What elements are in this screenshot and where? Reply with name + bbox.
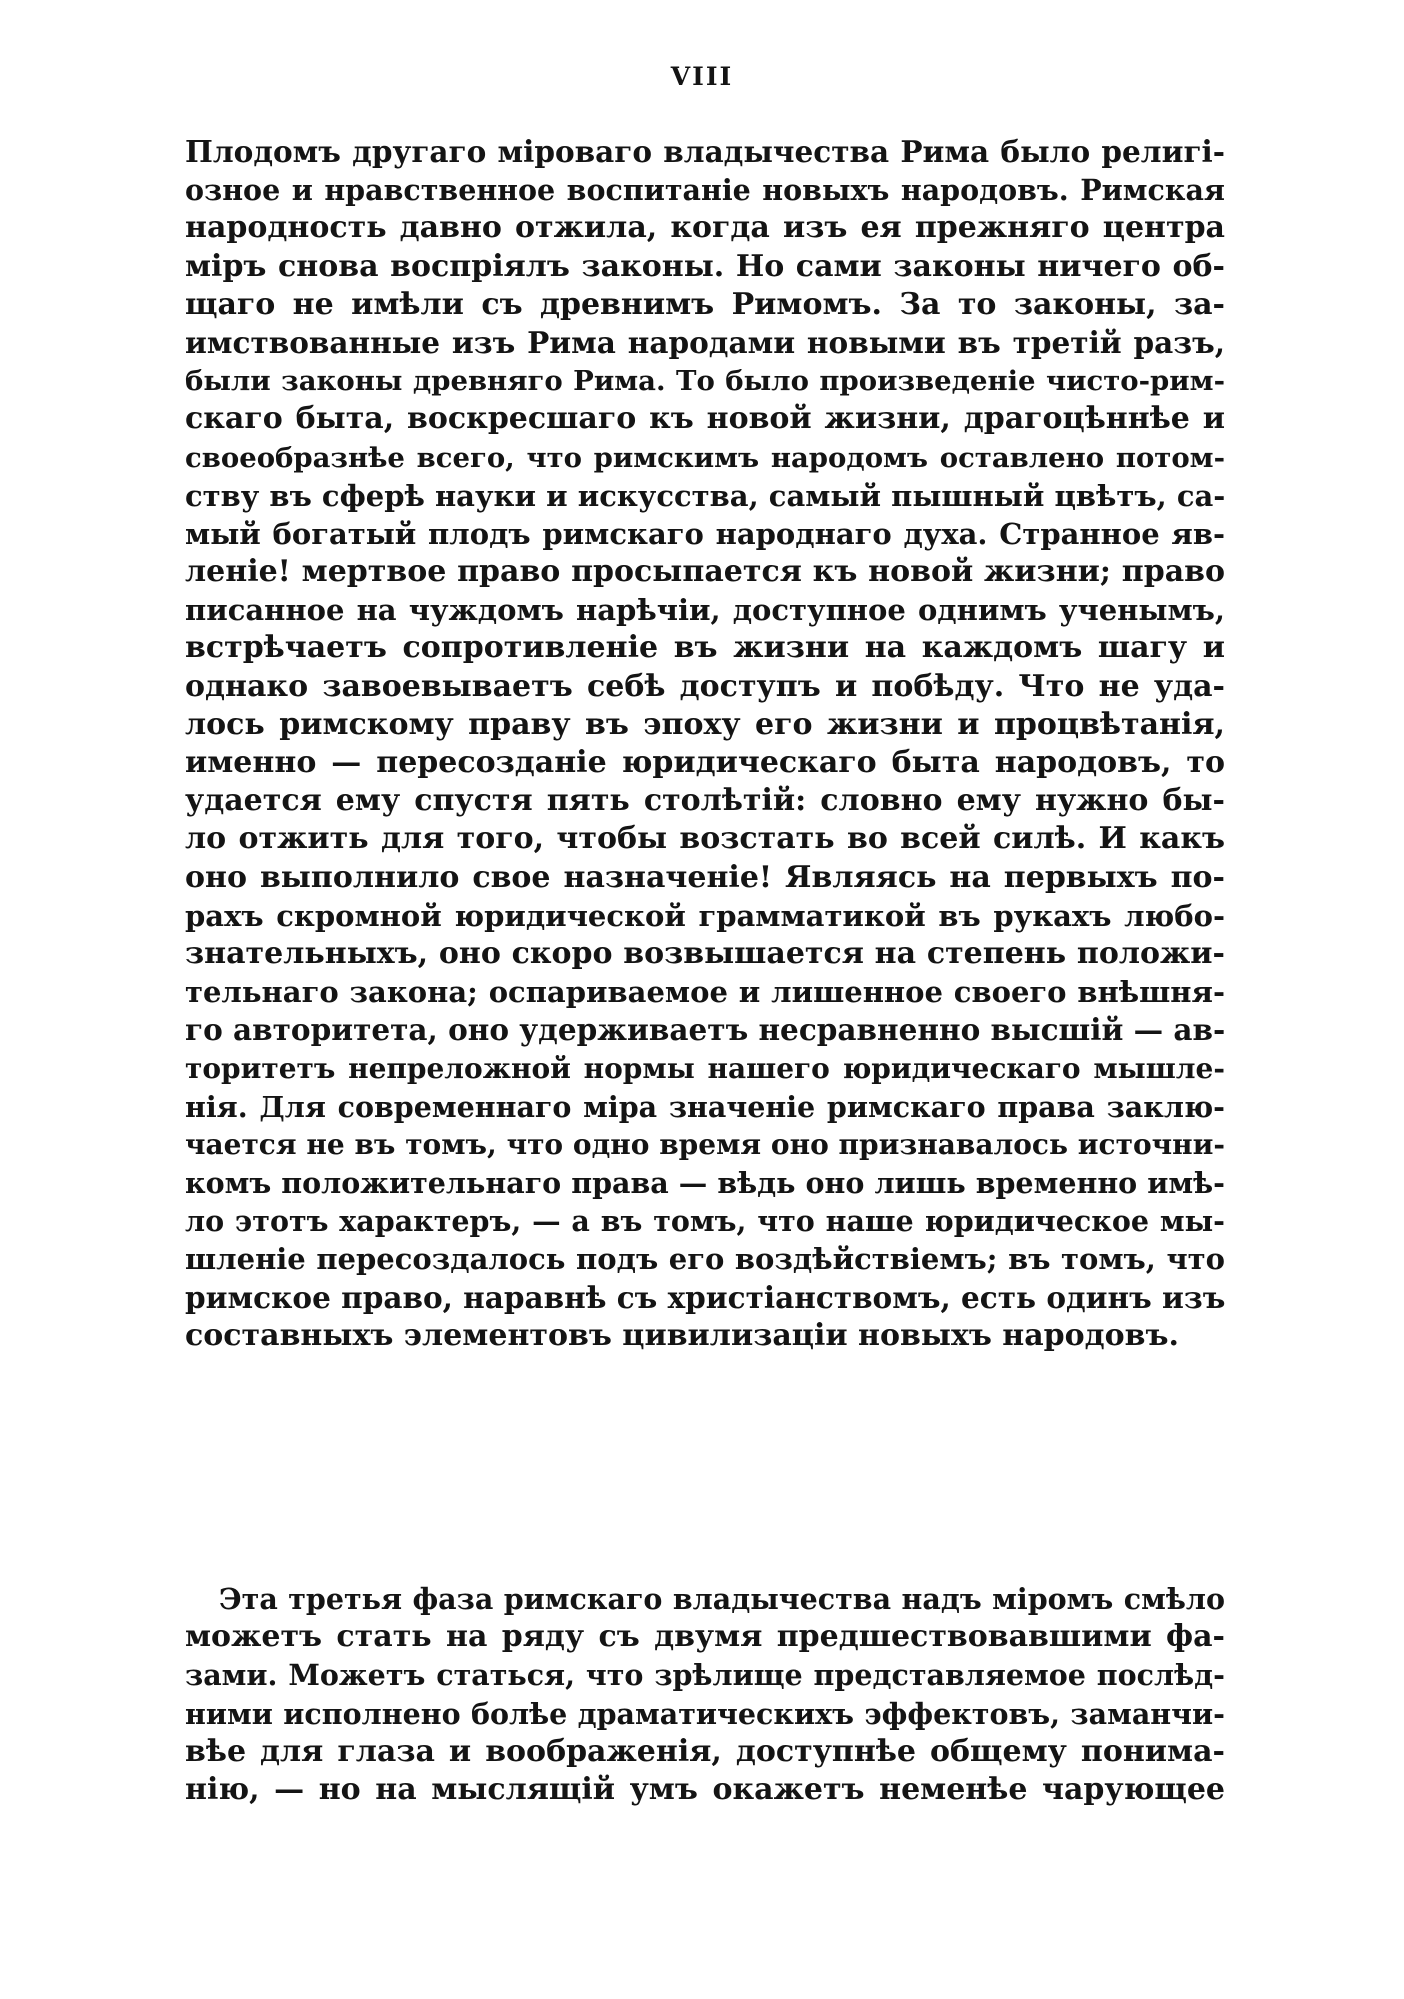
text-line: своеобразнѣе всего, что римскимъ народомъ оставлено потом-	[185, 441, 1225, 474]
text-line: удается ему спустя пять столѣтiй: словно ему нужно бы-	[185, 783, 1225, 819]
paragraph-1	[185, 133, 1225, 1355]
text-line: скаго быта, воскресшаго къ новой жизни, драгоцѣннѣе и	[185, 401, 1225, 437]
text-line: щаго не имѣли съ древнимъ Римомъ. За то законы, за-	[185, 286, 1225, 322]
text-line: писанное на чуждомъ нарѣчiи, доступное однимъ ученымъ,	[185, 593, 1225, 628]
text-line: народность давно отжила, когда изъ ея прежняго центра	[185, 210, 1225, 246]
text-line: зами. Можетъ статься, что зрѣлище представляемое послѣд-	[185, 1658, 1225, 1693]
text-line: мый богатый плодъ римскаго народнаго духа. Странное яв-	[185, 516, 1225, 551]
text-line: нiя. Для современнаго мiра значенiе римскаго права заклю-	[185, 1089, 1225, 1124]
text-line: римское право, наравнѣ съ христiанствомъ, есть одинъ изъ	[185, 1279, 1226, 1315]
page-number: VIII	[670, 62, 734, 91]
text-line: можетъ стать на ряду съ двумя предшествовавшими фа-	[185, 1619, 1225, 1655]
text-line: ло этотъ характеръ, — а въ томъ, что наше юридическое мы-	[185, 1204, 1225, 1239]
text-line: ленiе! мертвое право просыпается къ новой жизни; право	[185, 554, 1225, 590]
text-line: тельнаго закона; оспариваемое и лишенное своего внѣшня-	[185, 975, 1225, 1010]
text-line: вѣе для глаза и воображенiя, доступнѣе общему понима-	[185, 1733, 1225, 1769]
text-line: комъ положительнаго права — вѣдь оно лишь временно имѣ-	[185, 1166, 1225, 1201]
text-line: ло отжить для того, чтобы возстать во всей силѣ. И какъ	[185, 821, 1225, 857]
text-line: нiю, — но на мыслящiй умъ окажетъ неменѣе чарующее	[185, 1771, 1225, 1807]
text-line: Эта третья фаза римскаго владычества надъ мiромъ смѣло	[219, 1582, 1225, 1616]
text-line: рахъ скромной юридической грамматикой въ рукахъ любо-	[185, 898, 1225, 933]
text-line: лось римскому праву въ эпоху его жизни и процвѣтанiя,	[185, 706, 1225, 742]
text-line: Плодомъ другаго мiроваго владычества Рима было религi-	[185, 134, 1225, 169]
text-line: чается не въ томъ, что одно время оно признавалось источни-	[185, 1127, 1225, 1161]
text-line: оно выполнило свое назначенiе! Являясь на первыхъ по-	[185, 859, 1225, 895]
text-line: го авторитета, оно удерживаетъ несравненно высшiй — ав-	[185, 1012, 1226, 1048]
text-line: шленiе пересоздалось подъ его воздѣйствiемъ; въ томъ, что	[185, 1242, 1225, 1277]
text-line: однако завоевываетъ себѣ доступъ и побѣду. Что не уда-	[185, 668, 1225, 704]
text-line: встрѣчаетъ сопротивленiе въ жизни на каждомъ шагу и	[185, 630, 1225, 666]
text-line: именно — пересозданiе юридическаго быта народовъ, то	[185, 745, 1225, 780]
text-line: были законы древняго Рима. То было произведенiе чисто-рим-	[185, 365, 1225, 398]
text-line: имствованные изъ Рима народами новыми въ третiй разъ,	[185, 324, 1225, 360]
paragraph-2	[185, 1580, 1225, 1809]
text-line: озное и нравственное воспитанiе новыхъ народовъ. Римская	[185, 173, 1225, 208]
text-line: торитетъ непреложной нормы нашего юридическаго мышле-	[185, 1051, 1225, 1085]
text-line: составныхъ элементовъ цивилизацiи новыхъ народовъ.	[185, 1317, 1179, 1353]
text-line: мiръ снова воспрiялъ законы. Но сами законы ничего об-	[185, 248, 1225, 284]
text-line: знательныхъ, оно скоро возвышается на степень положи-	[185, 935, 1225, 971]
text-line: ними исполнено болѣе драматическихъ эффектовъ, заманчи-	[185, 1696, 1225, 1731]
text-line: ству въ сферѣ науки и искусства, самый пышный цвѣтъ, са-	[185, 478, 1226, 513]
